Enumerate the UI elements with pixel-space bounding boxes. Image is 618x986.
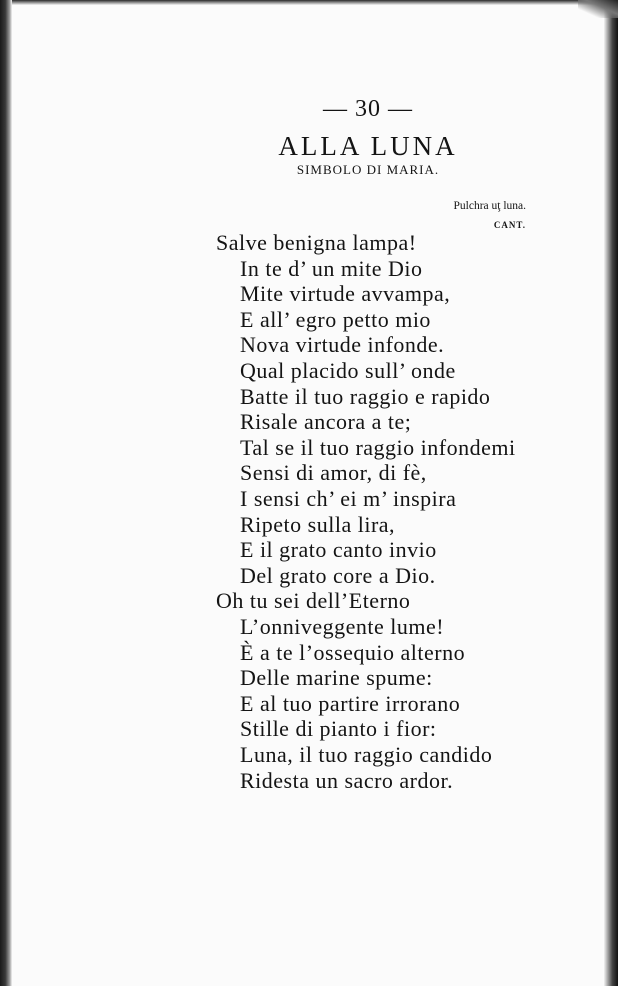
verse-line: Del grato core a Dio. (240, 562, 436, 588)
epigraph-text: Pulchra uţ luna. (453, 200, 526, 212)
verse-line: E all’ egro petto mio (240, 306, 431, 332)
verse-line: E al tuo partire irrorano (240, 690, 461, 716)
epigraph-source: CANT. (493, 220, 526, 230)
verse-line: Oh tu sei dell’Eterno (216, 588, 411, 614)
verse-line: Tal se il tuo raggio infondemi (240, 434, 516, 460)
verse-line: Salve benigna lampa! (216, 230, 417, 255)
verse-line: Ripeto sulla lira, (240, 511, 396, 537)
page-corner-shadow (578, 0, 618, 18)
verse-line: L’onniveggente lume! (240, 614, 445, 639)
verse-line: È a te l’ossequio alterno (240, 639, 466, 665)
poem-title: ALLA LUNA (278, 131, 458, 161)
verse-line: Mite virtude avvampa, (240, 281, 451, 307)
verse-line: Ridesta un sacro ardor. (240, 767, 454, 793)
verse-line: Sensi di amor, di fè, (240, 460, 427, 486)
page-edge-top (0, 0, 618, 5)
verse-line: Luna, il tuo raggio candido (240, 742, 493, 767)
verse-line: I sensi ch’ ei m’ inspira (240, 486, 457, 511)
poem-subtitle: SIMBOLO DI MARIA. (296, 162, 440, 177)
verse-line: Risale ancora a te; (240, 409, 412, 435)
verse-line: Nova virtude infonde. (240, 332, 445, 358)
verse-line: E il grato canto invio (240, 537, 437, 563)
verse-line: Delle marine spume: (240, 665, 433, 691)
verse-line: In te d’ un mite Dio (240, 255, 423, 281)
verse-line: Batte il tuo raggio e rapido (240, 383, 491, 409)
page-number: — 30 — (323, 96, 413, 122)
verse-line: Qual placido sull’ onde (240, 358, 456, 383)
verse-line: Stille di pianto i fior: (240, 716, 437, 742)
